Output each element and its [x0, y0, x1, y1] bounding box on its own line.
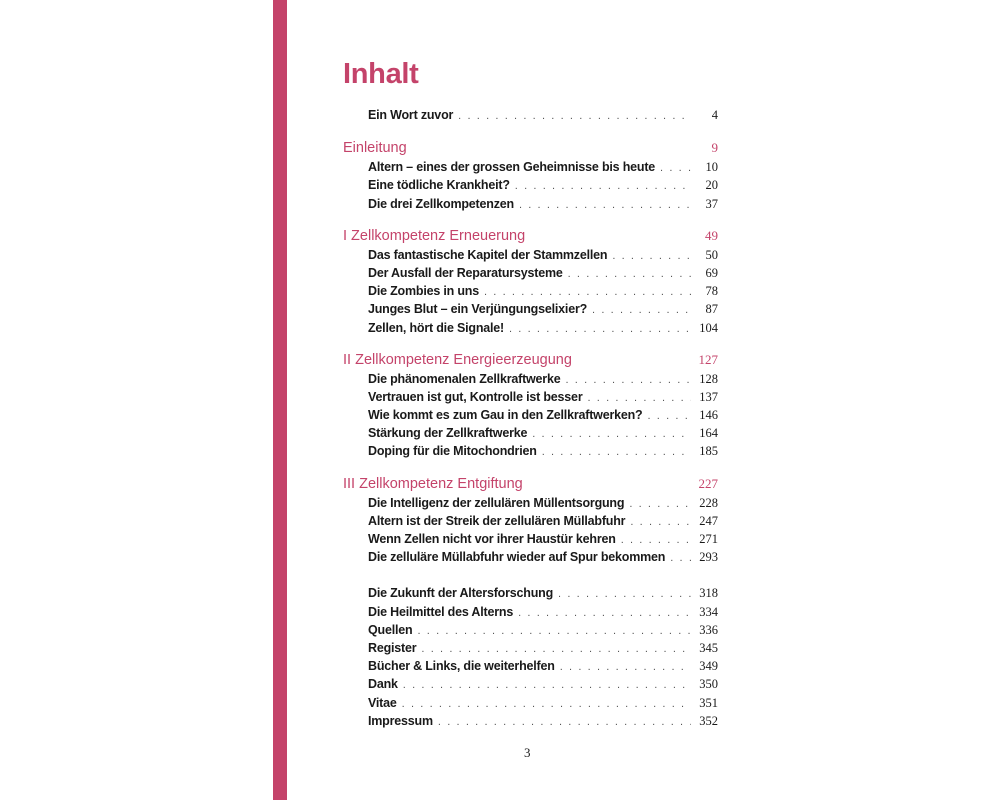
- toc-entry-page: 146: [699, 408, 718, 423]
- toc-entry-title: Die Heilmittel des Alterns: [368, 604, 514, 619]
- toc-entry-title: Register: [368, 640, 417, 655]
- dot-leader: [509, 323, 691, 335]
- toc-entry[interactable]: [368, 178, 718, 196]
- toc-entry-page: 228: [699, 495, 718, 510]
- toc-entry-page: 293: [699, 550, 718, 565]
- toc-entry-page: 20: [705, 178, 718, 193]
- toc-entry[interactable]: [368, 390, 718, 408]
- section-heading-page: 227: [698, 475, 718, 491]
- toc-section-heading[interactable]: [343, 476, 718, 496]
- toc-entry[interactable]: [368, 444, 718, 462]
- decorative-side-bar: [273, 0, 287, 800]
- toc-entry[interactable]: [368, 696, 718, 714]
- toc-entry-title: Bücher & Links, die weiterhelfen: [368, 659, 555, 674]
- toc-section: [343, 586, 718, 732]
- toc-entry-title: Vitae: [368, 695, 397, 710]
- toc-entry-page: 69: [705, 265, 718, 280]
- toc-entry-page: 350: [699, 677, 718, 692]
- dot-leader: [592, 304, 691, 316]
- toc-entry[interactable]: [368, 514, 718, 532]
- toc-section-heading[interactable]: [343, 228, 718, 248]
- dot-leader: [484, 286, 691, 298]
- toc-section: [343, 352, 718, 463]
- dot-leader: [558, 588, 691, 600]
- dot-leader: [629, 498, 691, 510]
- toc-entry[interactable]: [368, 550, 718, 568]
- dot-leader: [458, 110, 691, 122]
- dot-leader: [621, 534, 691, 546]
- toc-entry[interactable]: [368, 586, 718, 604]
- toc-entry[interactable]: [368, 108, 718, 126]
- dot-leader: [565, 374, 691, 386]
- toc-entry-page: 336: [699, 622, 718, 637]
- toc-entry-title: Die drei Zellkompetenzen: [368, 196, 514, 211]
- toc-entry-page: 164: [699, 426, 718, 441]
- toc-entry-page: 247: [699, 513, 718, 528]
- dot-leader: [542, 446, 691, 458]
- section-heading-page: 127: [698, 351, 718, 367]
- toc-entry-title: Die Intelligenz der zellulären Müllentsorgung: [368, 495, 625, 510]
- toc-section-heading[interactable]: [343, 140, 718, 160]
- toc-entry-title: Dank: [368, 677, 398, 692]
- toc-entry[interactable]: [368, 197, 718, 215]
- dot-leader: [532, 428, 691, 440]
- section-heading-page: 9: [711, 140, 718, 156]
- toc-entry-title: Altern ist der Streik der zellulären Müllabfuhr: [368, 513, 626, 528]
- toc-entry-title: Die phänomenalen Zellkraftwerke: [368, 371, 561, 386]
- toc-entry-page: 271: [699, 532, 718, 546]
- toc-entry-title: Eine tödliche Krankheit?: [368, 178, 510, 193]
- toc-entry-page: 87: [705, 302, 718, 317]
- page-number: 3: [524, 745, 531, 760]
- toc-entry-title: Die Zombies in uns: [368, 284, 479, 299]
- toc-entry-title: Impressum: [368, 713, 433, 728]
- toc-entry[interactable]: [368, 605, 718, 623]
- toc-entry-page: 349: [699, 659, 718, 674]
- toc-entry-page: 351: [699, 695, 718, 710]
- dot-leader: [587, 392, 691, 404]
- toc-entry-title: Altern – eines der grossen Geheimnisse bis heute: [368, 160, 656, 175]
- toc-entry-page: 345: [699, 640, 718, 655]
- toc-entry-page: 50: [705, 247, 718, 262]
- toc-entry[interactable]: [368, 266, 718, 284]
- section-heading-label: Einleitung: [343, 140, 407, 157]
- toc-section-heading[interactable]: [343, 352, 718, 372]
- toc-entry[interactable]: [368, 321, 718, 339]
- dot-leader: [519, 199, 691, 211]
- toc-entry-title: Die zelluläre Müllabfuhr wieder auf Spur bekommen: [368, 550, 666, 565]
- toc-entry-title: Ein Wort zuvor: [368, 108, 454, 122]
- toc-entry[interactable]: [368, 677, 718, 695]
- dot-leader: [515, 180, 691, 192]
- dot-leader: [417, 625, 691, 637]
- toc-entry-page: 318: [699, 586, 718, 601]
- toc-entry[interactable]: [368, 659, 718, 677]
- dot-leader: [518, 607, 691, 619]
- toc-entry-page: 185: [699, 444, 718, 459]
- section-heading-label: I Zellkompetenz Erneuerung: [343, 227, 526, 244]
- dot-leader: [560, 661, 691, 673]
- toc-entry-page: 352: [699, 713, 718, 728]
- dot-leader: [568, 268, 691, 280]
- toc-entry-title: Wie kommt es zum Gau in den Zellkraftwerken?: [368, 408, 643, 423]
- toc-section: [343, 108, 718, 126]
- toc-entry-page: 10: [705, 160, 718, 175]
- table-of-contents: [343, 108, 718, 745]
- toc-entry-page: 4: [711, 108, 718, 122]
- section-heading-label: III Zellkompetenz Entgiftung: [343, 475, 523, 492]
- toc-entry-page: 128: [699, 371, 718, 386]
- dot-leader: [660, 162, 691, 174]
- toc-entry-title: Junges Blut – ein Verjüngungselixier?: [368, 302, 588, 317]
- toc-entry[interactable]: [368, 426, 718, 444]
- toc-entry-page: 104: [699, 320, 718, 335]
- toc-entry-title: Der Ausfall der Reparatursysteme: [368, 265, 563, 280]
- toc-entry-title: Zellen, hört die Signale!: [368, 320, 504, 335]
- toc-entry-title: Das fantastische Kapitel der Stammzellen: [368, 247, 608, 262]
- dot-leader: [630, 516, 691, 528]
- toc-entry[interactable]: [368, 496, 718, 514]
- dot-leader: [403, 679, 691, 691]
- toc-entry-title: Doping für die Mitochondrien: [368, 444, 537, 459]
- section-heading-page: 49: [705, 227, 718, 243]
- toc-entry-title: Die Zukunft der Altersforschung: [368, 586, 554, 601]
- toc-entry-title: Wenn Zellen nicht vor ihrer Haustür kehren: [368, 532, 616, 546]
- toc-entry-page: 334: [699, 604, 718, 619]
- toc-entry[interactable]: [368, 372, 718, 390]
- toc-entry-title: Stärkung der Zellkraftwerke: [368, 426, 528, 441]
- toc-entry-title: Quellen: [368, 622, 413, 637]
- dot-leader: [612, 250, 691, 262]
- toc-entry[interactable]: [368, 714, 718, 732]
- toc-entry[interactable]: [368, 623, 718, 641]
- section-heading-label: II Zellkompetenz Energieerzeugung: [343, 351, 572, 368]
- dot-leader: [670, 552, 691, 564]
- toc-entry-page: 137: [699, 389, 718, 404]
- toc-entry[interactable]: [368, 408, 718, 426]
- dot-leader: [648, 410, 692, 422]
- page-title: Inhalt: [343, 58, 419, 90]
- toc-entry-title: Vertrauen ist gut, Kontrolle ist besser: [368, 389, 583, 404]
- toc-entry[interactable]: [368, 641, 718, 659]
- dot-leader: [402, 698, 691, 710]
- toc-section: [343, 228, 718, 339]
- toc-entry[interactable]: [368, 248, 718, 266]
- toc-entry[interactable]: [368, 160, 718, 178]
- toc-entry[interactable]: [368, 532, 718, 550]
- toc-entry[interactable]: [368, 302, 718, 320]
- dot-leader: [421, 643, 691, 655]
- toc-entry-page: 78: [705, 284, 718, 299]
- toc-section: [343, 140, 718, 215]
- toc-entry-page: 37: [705, 196, 718, 211]
- toc-entry[interactable]: [368, 284, 718, 302]
- toc-section: [343, 476, 718, 569]
- dot-leader: [438, 716, 691, 728]
